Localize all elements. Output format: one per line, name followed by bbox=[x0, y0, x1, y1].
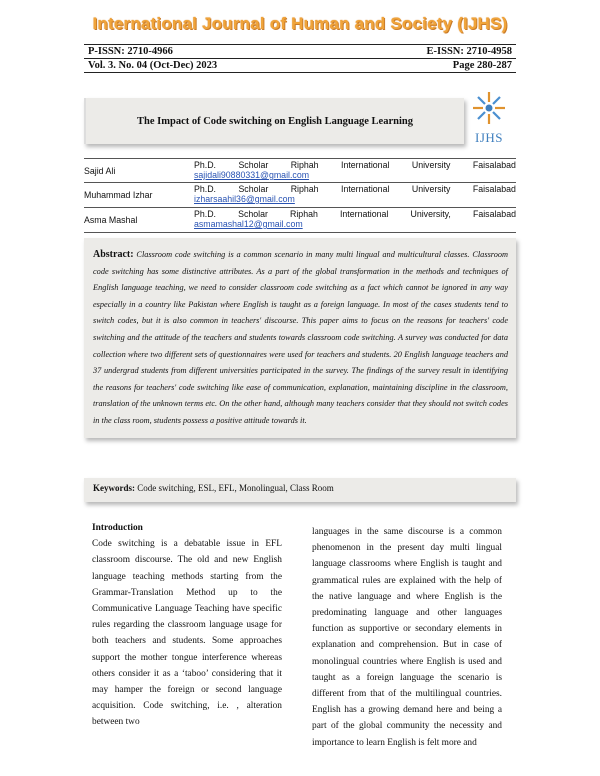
aff-word: Faisalabad bbox=[472, 160, 516, 170]
left-column-text: Code switching is a debatable issue in EFL classroom discourse. The old and new English language teaching methods starting from the Grammar-Translation Method up to the Communicative Language Teaching have specific rules regarding the classroom language usage for both teachers and students. Some approaches support the mother tongue interference whereas others consider it as a ‘taboo’ considering that it may hamper the foreign or second language acquisition. Code switching, i.e. , alteration between two bbox=[92, 539, 282, 728]
author-info bbox=[194, 183, 516, 207]
abstract-text: Classroom code switching is a common scenario in many multi lingual and multicultural classes. Classroom code switching has some distinctive attributes. As a part of the global transformation in the methods and techniques of English language teaching, we need to consider classroom code switching as a fact which cannot be ignored in any way especially in a country like Pakistan where English is taught as a foreign language. In most of the cases students tend to switch codes, but it is also common in teachers' discourse. This paper aims to focus on the reasons for teachers' code switching and the attitude of the teachers and students towards classroom code switching. A survey was conducted for data collection where two different sets of questionnaires were used for teachers and students. 20 English language teachers and 37 undergrad students from different universities participated in the survey. The findings of the survey result in identifying the reasons for teachers' code switching like ease of communication, explanation, maintaining discipline in the classroom, translation of the unknown terms etc. On the other hand, although many teachers consider that they should not switch codes in the class room, students possess a positive attitude towards it. bbox=[93, 250, 509, 425]
author-name: Muhammad Izhar bbox=[84, 190, 153, 200]
page-range: Page 280-287 bbox=[452, 60, 512, 71]
author-email-link[interactable]: sajidali90880331@gmail.com bbox=[194, 170, 310, 180]
p-issn: P-ISSN: 2710-4966 bbox=[88, 46, 173, 57]
aff-word: University, bbox=[410, 209, 451, 219]
author-name: Asma Mashal bbox=[84, 215, 138, 225]
author-affiliation bbox=[194, 160, 516, 170]
author-row bbox=[84, 208, 516, 233]
body-left-column bbox=[92, 520, 282, 731]
abstract-label: Abstract: bbox=[93, 249, 134, 260]
author-info bbox=[194, 208, 516, 232]
abstract-box bbox=[84, 238, 516, 438]
author-row bbox=[84, 158, 516, 183]
aff-word: Riphah bbox=[290, 160, 319, 170]
author-email-link[interactable]: izharsaahil36@gmail.com bbox=[194, 194, 295, 204]
article-title: The Impact of Code switching on English Language Learning bbox=[137, 115, 413, 127]
aff-word: International bbox=[341, 160, 390, 170]
aff-word: Riphah bbox=[290, 184, 319, 194]
author-affiliation bbox=[194, 184, 516, 194]
issn-row bbox=[84, 44, 516, 58]
authors-table bbox=[84, 158, 516, 233]
author-row bbox=[84, 183, 516, 208]
right-column-text: languages in the same discourse is a common phenomenon in the present day multi lingual language classrooms where English is taught and grammatical rules are explained with the help of the native language and where English is the predominating language and other languages function as supportive or secondary elements in explanation and comprehension. But in case of monolingual countries where English is used and taught as a foreign language the scenario is different from that of the multilingual countries. English has a growing demand here and being a part of the global community the necessity and importance to learn English is felt more and bbox=[312, 527, 502, 748]
article-title-box bbox=[84, 98, 464, 144]
aff-word: Faisalabad bbox=[472, 209, 516, 219]
introduction-heading: Introduction bbox=[92, 523, 143, 533]
aff-word: University bbox=[411, 160, 451, 170]
issn-block bbox=[84, 44, 516, 73]
author-affiliation bbox=[194, 209, 516, 219]
author-name: Sajid Ali bbox=[84, 166, 116, 176]
logo-text: IJHS bbox=[474, 130, 503, 145]
aff-word: Scholar bbox=[238, 184, 269, 194]
author-info bbox=[194, 159, 516, 182]
author-email-link[interactable]: asmamashal12@gmail.com bbox=[194, 219, 303, 229]
aff-word: Scholar bbox=[238, 209, 268, 219]
aff-word: Faisalabad bbox=[472, 184, 516, 194]
aff-word: University bbox=[411, 184, 451, 194]
aff-word: Riphah bbox=[290, 209, 318, 219]
volume-info: Vol. 3. No. 04 (Oct-Dec) 2023 bbox=[88, 60, 218, 71]
aff-word: Ph.D. bbox=[194, 209, 217, 219]
keywords-text: Code switching, ESL, EFL, Monolingual, Class Room bbox=[137, 483, 334, 493]
keywords-box bbox=[84, 478, 516, 502]
aff-word: Ph.D. bbox=[194, 160, 217, 170]
body-right-column bbox=[312, 524, 502, 751]
aff-word: International bbox=[341, 184, 390, 194]
volume-row bbox=[84, 58, 516, 73]
aff-word: International bbox=[339, 209, 389, 219]
aff-word: Ph.D. bbox=[194, 184, 217, 194]
keywords-label: Keywords: bbox=[93, 483, 135, 493]
aff-word: Scholar bbox=[238, 160, 269, 170]
e-issn: E-ISSN: 2710-4958 bbox=[426, 46, 512, 57]
journal-title: International Journal of Human and Society (IJHS) bbox=[92, 14, 508, 33]
